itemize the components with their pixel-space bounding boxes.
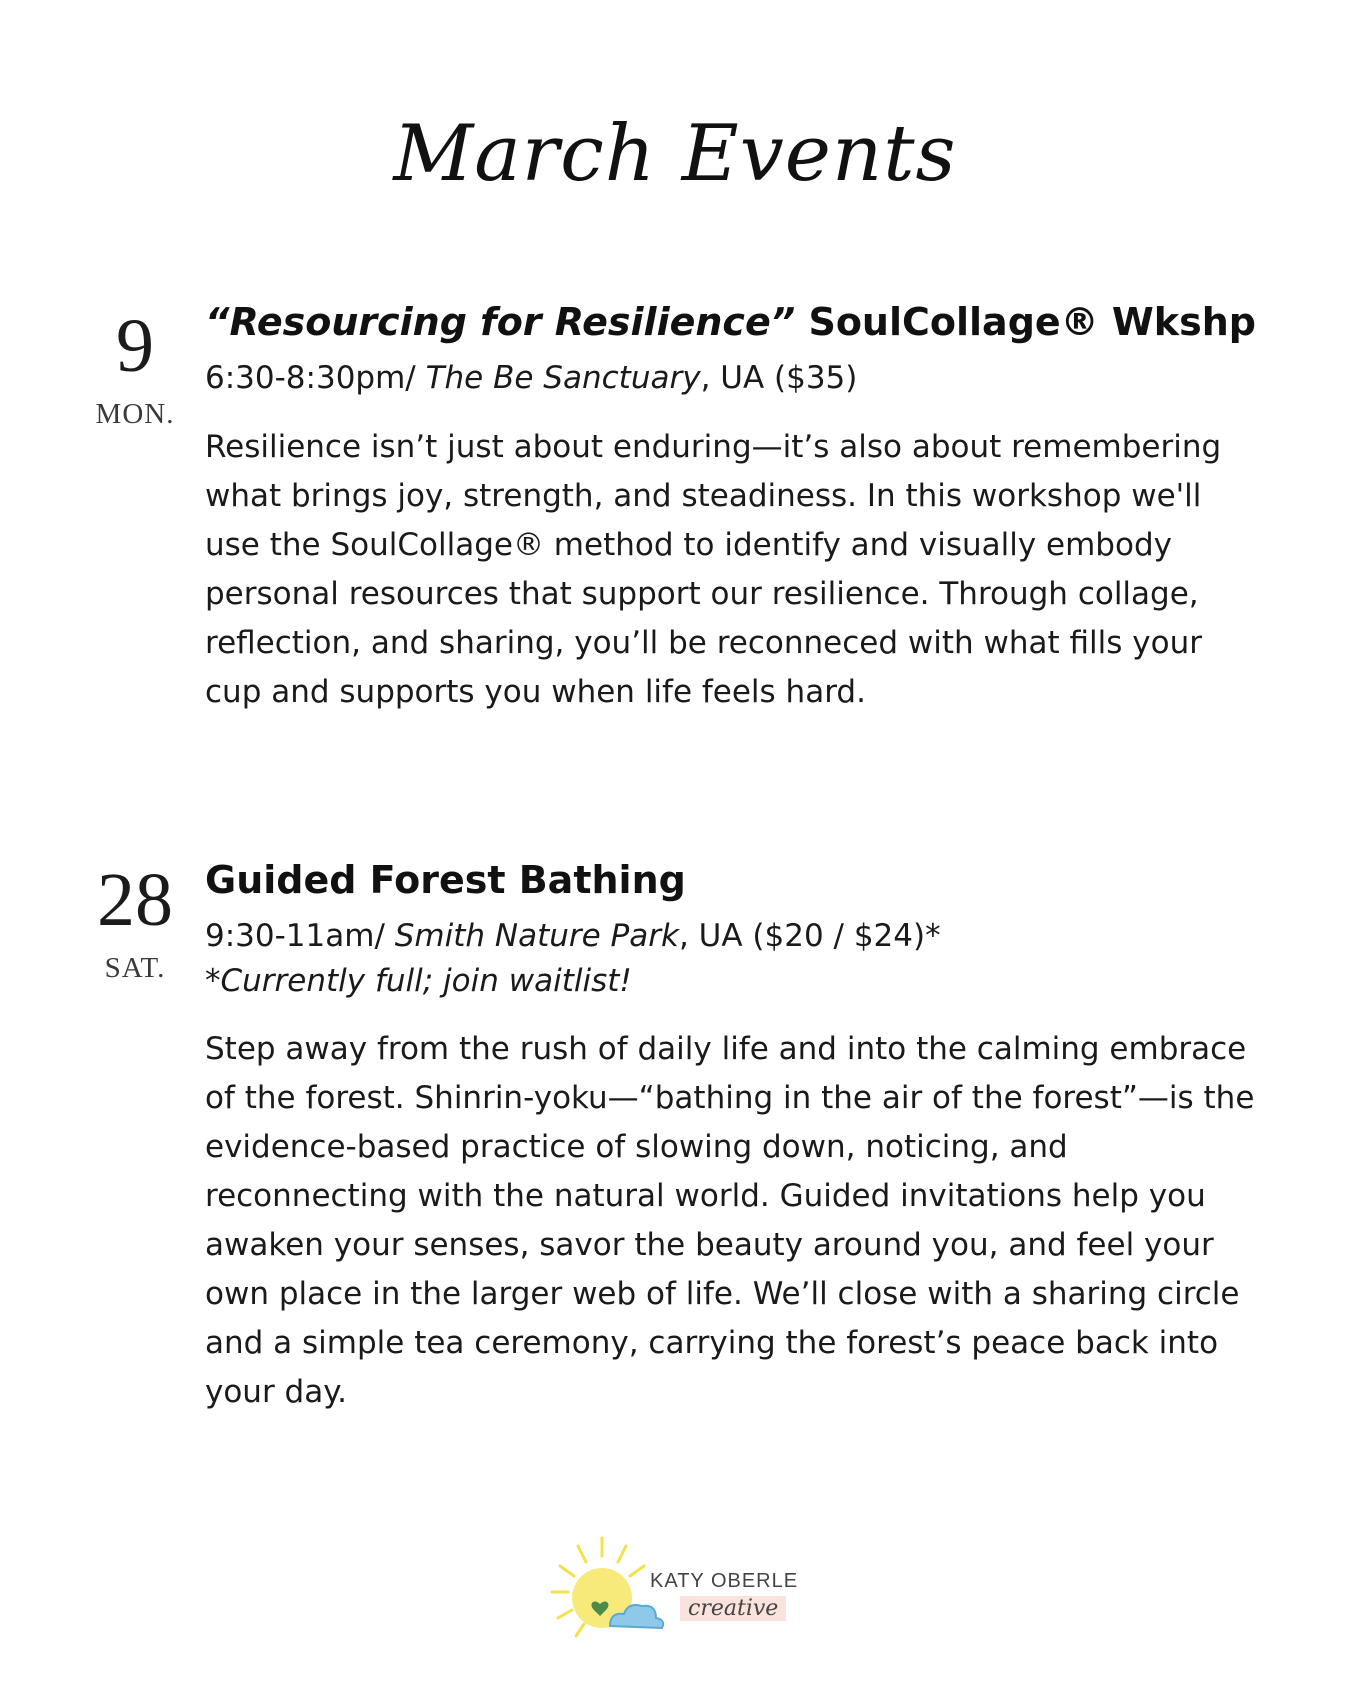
event-day-number: 28	[97, 858, 173, 942]
brand-logo	[540, 1530, 840, 1650]
event-description: Step away from the rush of daily life and into the calming embrace of the forest. Shinrin-yoku—“bathing in the air of the forest”—is the evidence-based practice of slowing down, noticing, and reconnecting with the natural world. Guided invitations help you awaken your senses, savor the beauty around you, and feel your own place in the larger web of life. We’ll close with a sharing circle and a simple tea ceremony, carrying the forest’s peace back into your day.	[205, 1031, 1255, 1411]
event-venue: Smith Nature Park	[394, 917, 679, 954]
event-title	[205, 300, 1295, 346]
event-date	[60, 858, 210, 985]
event-day-number: 9	[116, 304, 154, 388]
logo-tagline: creative	[680, 1596, 786, 1621]
event-venue: The Be Sanctuary	[425, 359, 701, 396]
event-weekday: SAT.	[104, 952, 166, 984]
event-title	[205, 858, 1295, 904]
event-time: 9:30-11am/	[205, 917, 395, 954]
page-title: March Events	[393, 109, 957, 199]
event-content	[205, 858, 1295, 1417]
event-note: *Currently full; join waitlist!	[205, 962, 632, 999]
event-location-price: , UA ($20 / $24)*	[678, 917, 941, 954]
event-title-rest: Guided Forest Bathing	[205, 858, 686, 902]
event-details	[205, 356, 1295, 401]
event-location-price: , UA ($35)	[700, 359, 858, 396]
event-date	[60, 304, 210, 431]
event-title-rest: SoulCollage® Wkshp	[795, 300, 1256, 344]
event-content	[205, 300, 1295, 717]
event-description: Resilience isn’t just about enduring—it’s also about remembering what brings joy, strength, and steadiness. In this workshop we'll use the SoulCollage® method to identify and visually embody personal resources that support our resilience. Through collage, reflection, and sharing, you’ll be reconneced with what fills your cup and supports you when life feels hard.	[205, 428, 1222, 710]
event-details	[205, 914, 1295, 959]
event-time: 6:30-8:30pm/	[205, 359, 426, 396]
event-weekday: MON.	[95, 398, 175, 430]
event-title-quoted: “Resourcing for Resilience”	[205, 300, 796, 344]
logo-name: KATY OBERLE	[650, 1570, 799, 1592]
